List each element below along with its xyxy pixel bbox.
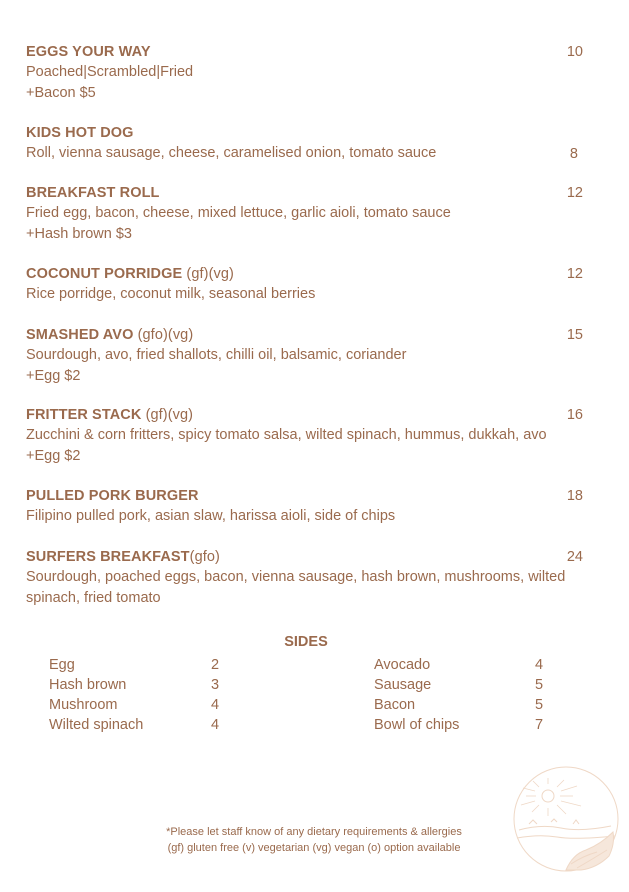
sun-landscape-logo-icon (511, 764, 621, 874)
menu-item-description: Sourdough, poached eggs, bacon, vienna sausage, hash brown, mushrooms, wilted (26, 569, 566, 585)
menu-item-price: 16 (566, 407, 583, 423)
side-price: 2 (211, 657, 220, 673)
menu-item-name: FRITTER STACK (gf)(vg) (26, 407, 194, 423)
menu-item-price: 10 (566, 44, 583, 60)
allergy-footnote (0, 824, 628, 856)
menu-item-addon: +Egg $2 (26, 447, 81, 464)
side-price: 4 (211, 697, 220, 713)
menu-item-description: Filipino pulled pork, asian slaw, harissa aioli, side of chips (26, 508, 396, 524)
menu-item-description: Sourdough, avo, fried shallots, chilli oil, balsamic, coriander (26, 347, 407, 363)
side-price: 3 (211, 677, 220, 693)
footnote-line-1: *Please let staff know of any dietary requirements & allergies (166, 826, 462, 838)
menu-item-fritter-stack (26, 405, 586, 466)
menu-item-pulled-pork-burger (26, 486, 586, 527)
menu-item-price: 15 (566, 327, 583, 343)
menu-item-name: KIDS HOT DOG (26, 125, 134, 141)
side-name: Wilted spinach (49, 717, 144, 733)
menu-item-price: 24 (566, 549, 583, 565)
side-name: Sausage (374, 677, 432, 693)
menu-item-name: BREAKFAST ROLL (26, 185, 160, 201)
menu-item-price: 12 (566, 185, 583, 201)
menu-item-name: EGGS YOUR WAY (26, 44, 151, 60)
side-name: Egg (49, 657, 75, 673)
menu-item-description: Roll, vienna sausage, cheese, caramelised onion, tomato sauce (26, 145, 437, 161)
footnote-line-2: (gf) gluten free (v) vegetarian (vg) vegan (o) option available (167, 842, 461, 854)
side-name: Mushroom (49, 697, 118, 713)
menu-item-addon: +Hash brown $3 (26, 225, 132, 242)
side-price: 7 (535, 717, 544, 733)
menu-item-name: PULLED PORK BURGER (26, 488, 199, 504)
side-price: 5 (535, 697, 544, 713)
menu-item-kids-hot-dog (26, 123, 586, 164)
side-name: Avocado (374, 657, 431, 673)
menu-item-eggs-your-way (26, 42, 586, 103)
menu-item-addon: +Egg $2 (26, 367, 81, 384)
side-price: 5 (535, 677, 544, 693)
dietary-tags: (gf)(vg) (145, 407, 194, 423)
menu-item-name: SMASHED AVO (gfo)(vg) (26, 327, 194, 343)
menu-item-price: 18 (566, 488, 583, 504)
side-name: Bowl of chips (374, 717, 460, 733)
menu-item-addon: +Bacon $5 (26, 84, 96, 101)
menu-item-price: 12 (566, 266, 583, 282)
menu-item-description: Fried egg, bacon, cheese, mixed lettuce, garlic aioli, tomato sauce (26, 205, 451, 221)
side-price: 4 (535, 657, 544, 673)
side-name: Hash brown (49, 677, 127, 693)
menu-item-description-cont: spinach, fried tomato (26, 589, 161, 606)
menu-item-name: SURFERS BREAKFAST(gfo) (26, 549, 220, 565)
menu-item-breakfast-roll (26, 183, 586, 244)
dietary-tags: (gf)(vg) (186, 266, 234, 282)
menu-item-description: Poached|Scrambled|Fried (26, 64, 194, 80)
menu-item-smashed-avo (26, 325, 586, 386)
menu-item-description: Rice porridge, coconut milk, seasonal berries (26, 286, 316, 302)
dietary-tags: (gfo) (189, 549, 220, 565)
menu-item-surfers-breakfast (26, 547, 586, 608)
side-price: 4 (211, 717, 220, 733)
menu-item-description: Zucchini & corn fritters, spicy tomato salsa, wilted spinach, hummus, dukkah, avo (26, 427, 547, 443)
side-name: Bacon (374, 697, 416, 713)
dietary-tags: (gfo)(vg) (137, 327, 194, 343)
menu-item-price: 8 (569, 146, 578, 162)
menu-item-coconut-porridge (26, 264, 586, 305)
sides-heading: SIDES (284, 634, 328, 650)
menu-item-name: COCONUT PORRIDGE (gf)(vg) (26, 266, 234, 282)
